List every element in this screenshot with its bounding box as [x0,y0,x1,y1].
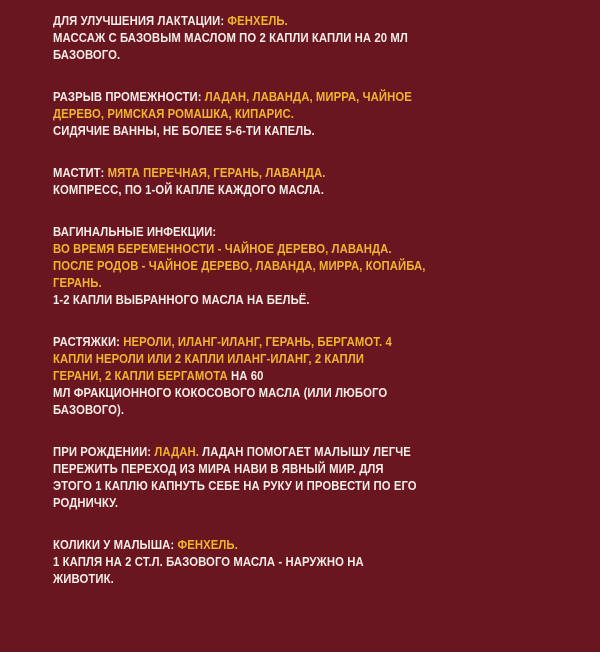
plain-text: БАЗОВОГО). [53,402,125,417]
text-line [53,460,508,477]
plain-text: МЛ ФРАКЦИОННОГО КОКОСОВОГО МАСЛА (ИЛИ ЛЮБОГО [53,385,388,400]
section-lactation [53,12,576,63]
text-line [53,122,508,139]
accent-text: МЯТА ПЕРЕЧНАЯ, ГЕРАНЬ, ЛАВАНДА. [107,165,326,180]
accent-text: КАПЛИ НЕРОЛИ ИЛИ 2 КАПЛИ ИЛАНГ-ИЛАНГ, 2 КАПЛИ [53,351,364,366]
text-line [53,105,508,122]
section-perineal-tear [53,88,576,139]
section-vaginal-infections [53,223,576,308]
text-line [53,223,508,240]
accent-text: ВО ВРЕМЯ БЕРЕМЕННОСТИ - ЧАЙНОЕ ДЕРЕВО, ЛАВАНДА. [53,241,392,256]
plain-text: МАСТИТ: [53,165,108,180]
text-line [53,291,508,308]
plain-text: ЖИВОТИК. [53,571,114,586]
text-line [53,494,508,511]
section-mastitis [53,164,576,198]
plain-text: ЭТОГО 1 КАПЛЮ КАПНУТЬ СЕБЕ НА РУКУ И ПРОВЕСТИ ПО ЕГО [53,478,417,493]
text-line [53,29,508,46]
text-line [53,333,508,350]
text-line [53,477,508,494]
plain-text: НА 60 [227,368,264,383]
plain-text: РОДНИЧКУ. [53,495,119,510]
text-line [53,164,508,181]
plain-text: ЛАДАН ПОМОГАЕТ МАЛЫШУ ЛЕГЧЕ [198,444,411,459]
text-line [53,570,508,587]
text-line [53,367,508,384]
plain-text: ДЛЯ УЛУЧШЕНИЯ ЛАКТАЦИИ: [53,13,228,28]
section-stretch-marks [53,333,576,418]
accent-text: ФЕНХЕЛЬ. [227,13,288,28]
text-line [53,274,508,291]
plain-text: СИДЯЧИЕ ВАННЫ, НЕ БОЛЕЕ 5-6-ТИ КАПЕЛЬ. [53,123,315,138]
text-line [53,443,508,460]
section-baby-colic [53,536,576,587]
plain-text: РАЗРЫВ ПРОМЕЖНОСТИ: [53,89,205,104]
text-line [53,88,508,105]
accent-text: НЕРОЛИ, ИЛАНГ-ИЛАНГ, ГЕРАНЬ, БЕРГАМОТ. 4 [123,334,392,349]
plain-text: МАССАЖ С БАЗОВЫМ МАСЛОМ ПО 2 КАПЛИ КАПЛИ НА 20 МЛ [53,30,408,45]
accent-text: ДЕРЕВО, РИМСКАЯ РОМАШКА, КИПАРИС. [53,106,294,121]
plain-text: БАЗОВОГО. [53,47,121,62]
plain-text: РАСТЯЖКИ: [53,334,124,349]
text-line [53,553,508,570]
text-line [53,350,508,367]
text-line [53,240,508,257]
text-line [53,257,508,274]
accent-text: ГЕРАНИ, 2 КАПЛИ БЕРГАМОТА [53,368,228,383]
accent-text: ЛАДАН, ЛАВАНДА, МИРРА, ЧАЙНОЕ [204,89,412,104]
text-line [53,401,508,418]
plain-text: 1 КАПЛЯ НА 2 СТ.Л. БАЗОВОГО МАСЛА - НАРУЖНО НА [53,554,364,569]
section-at-birth [53,443,576,511]
text-line [53,536,508,553]
accent-text: ЛАДАН. [154,444,199,459]
text-line [53,12,508,29]
plain-text: ПЕРЕЖИТЬ ПЕРЕХОД ИЗ МИРА НАВИ В ЯВНЫЙ МИР. ДЛЯ [53,461,384,476]
accent-text: ФЕНХЕЛЬ. [177,537,238,552]
plain-text: ВАГИНАЛЬНЫЕ ИНФЕКЦИИ: [53,224,217,239]
text-line [53,181,508,198]
plain-text: КОЛИКИ У МАЛЫША: [53,537,178,552]
plain-text: 1-2 КАПЛИ ВЫБРАННОГО МАСЛА НА БЕЛЬЁ. [53,292,310,307]
plain-text: КОМПРЕСС, ПО 1-ОЙ КАПЛЕ КАЖДОГО МАСЛА. [53,182,324,197]
text-line [53,384,508,401]
text-line [53,46,508,63]
accent-text: ГЕРАНЬ. [53,275,102,290]
plain-text: ПРИ РОЖДЕНИИ: [53,444,155,459]
accent-text: ПОСЛЕ РОДОВ - ЧАЙНОЕ ДЕРЕВО, ЛАВАНДА, МИРРА, КОПАЙБА, [53,258,426,273]
